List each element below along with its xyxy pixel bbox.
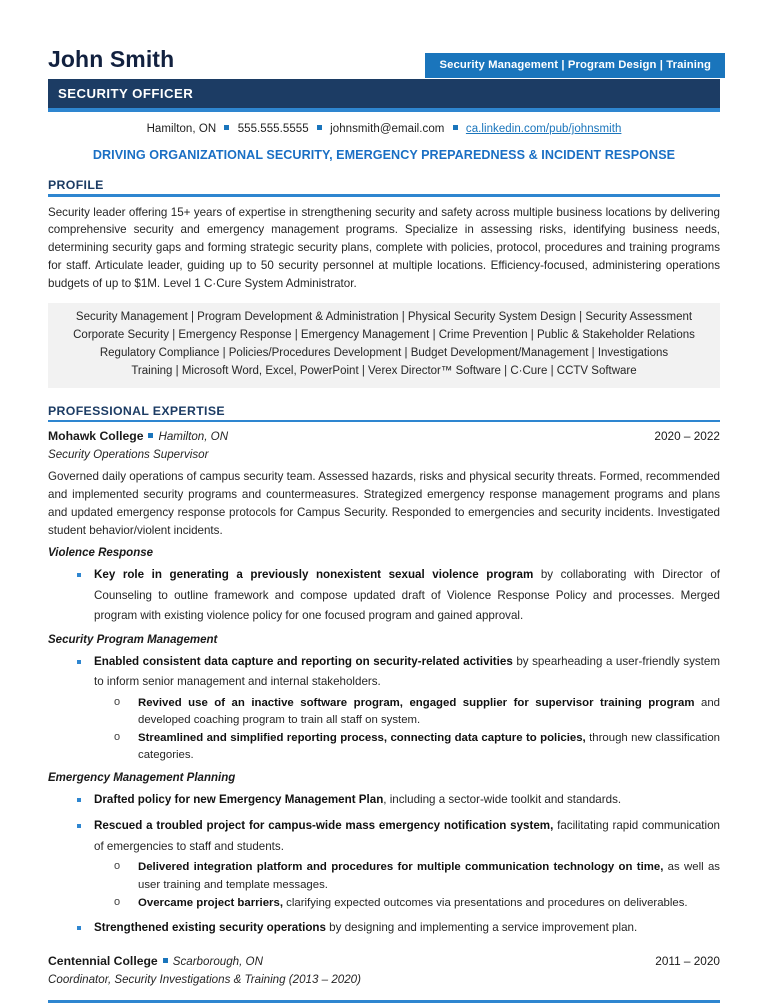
job-entry-header: [48, 429, 720, 443]
sub-bullet-rest: and developed coaching program to train all staff on system.: [138, 697, 721, 727]
job-summary: Governed daily operations of campus security team. Assessed hazards, risks and physical security threats. Formed, recommended and implemented security programs and countermeasures. Strategized emergency response management programs and plans and updated emergency response protocols for Campus Security. Responded to emergencies and security incidents. Investigated student behavior/violent incidents.: [48, 470, 720, 537]
sub-list-item: [94, 695, 720, 729]
contact-location: Hamilton, ON: [146, 123, 217, 135]
skills-line: Corporate Security | Emergency Response | Emergency Management | Crime Prevention | Public & Stakeholder Relations: [73, 329, 695, 342]
page-title: John Smith: [48, 46, 175, 72]
job-role-title: Coordinator, Security Investigations & Training (2013 – 2020): [48, 973, 361, 987]
list-item: [48, 918, 720, 939]
job-location: Hamilton, ON: [158, 430, 229, 444]
job-entry-header: [48, 954, 720, 968]
job-company-location: [48, 954, 263, 968]
job-company: Mohawk College: [48, 429, 144, 444]
bullet-bold-lead: Strengthened existing security operations: [94, 920, 326, 934]
section-rule: [48, 194, 720, 197]
bullet-bold-lead: Key role in generating a previously nonexistent sexual violence program: [94, 567, 534, 581]
list-item: [48, 790, 720, 811]
separator-square-icon: [224, 125, 229, 130]
bullet-rest: by collaborating with Director of Counseling to outline framework and compose updated draft of Violence Response Policy and processes. Merged program with existing violence policy for one focused program and gained approval.: [94, 567, 721, 623]
sub-bullet-list: [94, 695, 720, 764]
bullet-rest: , including a sector-wide toolkit and standards.: [383, 792, 622, 806]
bullet-rest: by designing and implementing a service improvement plan.: [325, 920, 638, 934]
skills-line: Training | Microsoft Word, Excel, PowerPoint | Verex Director™ Software | C·Cure | CCTV Software: [131, 364, 637, 377]
list-item: [48, 816, 720, 912]
sub-bullet-bold-lead: Delivered integration platform and procedures for multiple communication technology on time,: [138, 861, 664, 874]
separator-square-icon: [163, 958, 168, 963]
job-dates: 2020 – 2022: [654, 429, 720, 444]
job-role-title: Security Operations Supervisor: [48, 448, 209, 462]
bullet-bold-lead: Drafted policy for new Emergency Management Plan: [94, 792, 384, 806]
sub-bullet-list: [94, 859, 720, 911]
job-title-bar: SECURITY OFFICER: [48, 79, 720, 108]
skills-keywords-box: [48, 303, 720, 387]
headline-statement: DRIVING ORGANIZATIONAL SECURITY, EMERGENCY PREPAREDNESS & INCIDENT RESPONSE: [92, 148, 676, 162]
contact-phone: 555.555.5555: [237, 123, 309, 135]
profile-body: Security leader offering 15+ years of expertise in strengthening security and safety across multiple business locations by delivering comprehensive security and emergency management programs. Specialize in assessing risks, identifying business needs, determining security gaps and forming strategic security plans, complete with policies, protocol, procedures and training programs for staff. Articulate leader, guiding up to 50 security personnel at multiple locations. Efficiency-focused, administering operations budgets of up to $1M. Level 1 C·Cure System Administrator.: [48, 205, 720, 291]
resume-header: [48, 0, 720, 162]
title-accent-rule: [48, 108, 720, 112]
sub-bullet-rest: through new classification categories.: [138, 732, 720, 762]
bullet-bold-lead: Rescued a troubled project for campus-wide mass emergency notification system,: [94, 819, 554, 833]
separator-square-icon: [148, 433, 153, 438]
bullet-list: [48, 565, 720, 627]
tagline-badge: Security Management | Program Design | Training: [425, 53, 725, 78]
bullet-bold-lead: Enabled consistent data capture and reporting on security-related activities: [94, 654, 513, 668]
name-row: [48, 44, 720, 78]
sub-list-item: [94, 895, 720, 912]
skills-line: Regulatory Compliance | Policies/Procedures Development | Budget Development/Management | Investigations: [99, 346, 669, 359]
separator-square-icon: [317, 125, 322, 130]
contact-email[interactable]: johnsmith@email.com: [330, 123, 445, 135]
bullet-rest: by spearheading a user-friendly system to inform senior management and internal stakeholders.: [94, 654, 720, 689]
contact-linkedin-link[interactable]: ca.linkedin.com/pub/johnsmith: [465, 123, 622, 135]
sub-bullet-bold-lead: Overcame project barriers,: [138, 896, 283, 909]
bullet-list: [48, 652, 720, 765]
bullet-rest: facilitating rapid communication of emergencies to staff and students.: [94, 819, 720, 853]
sub-bullet-rest: clarifying expected outcomes via presentations and procedures on deliverables.: [283, 896, 688, 909]
job-subheading-emergency-management-planning: Emergency Management Planning: [48, 771, 236, 784]
job-location: Scarborough, ON: [172, 955, 263, 969]
section-rule: [48, 420, 720, 423]
sub-list-item: [94, 859, 720, 893]
sub-list-item: [94, 730, 720, 764]
separator-square-icon: [453, 125, 458, 130]
sub-bullet-rest: as well as user training and template messages.: [138, 861, 720, 891]
job-dates: 2011 – 2020: [655, 954, 720, 969]
bullet-list: [48, 790, 720, 939]
job-company: Centennial College: [48, 954, 158, 969]
contact-line: [48, 123, 720, 135]
sub-bullet-bold-lead: Streamlined and simplified reporting process, connecting data capture to policies,: [138, 732, 586, 745]
list-item: [48, 652, 720, 765]
skills-line: Security Management | Program Development & Administration | Physical Security System Design | Security Assessment: [75, 311, 693, 324]
section-heading-profile: PROFILE: [48, 178, 104, 192]
list-item: [48, 565, 720, 627]
job-company-location: [48, 429, 228, 443]
footer-rule: [48, 1000, 720, 1003]
section-heading-expertise: PROFESSIONAL EXPERTISE: [48, 403, 225, 418]
job-subheading-violence-response: Violence Response: [48, 546, 154, 559]
job-subheading-security-program-management: Security Program Management: [48, 633, 218, 646]
sub-bullet-bold-lead: Revived use of an inactive software program, engaged supplier for supervisor training program: [138, 697, 695, 710]
